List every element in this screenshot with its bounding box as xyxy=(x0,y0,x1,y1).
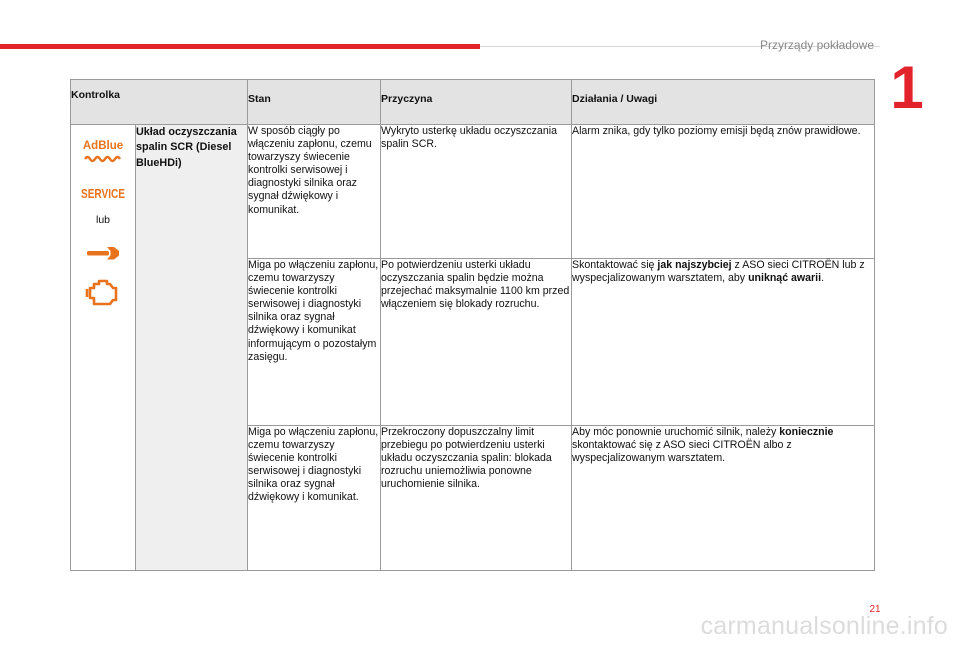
action-text: skontaktować się z ASO sieci CITROËN albo z wyspecjalizowanym warsztatem. xyxy=(572,439,792,465)
service-icon-text: SERVICE xyxy=(81,187,125,201)
adblue-warning-icon xyxy=(80,134,126,170)
warning-lights-table xyxy=(70,79,875,571)
adblue-icon-text: AdBlue xyxy=(82,140,124,152)
page-number: 21 xyxy=(869,604,881,615)
action-emphasis: uniknąć awarii xyxy=(748,272,822,285)
column-header-kontrolka: Kontrolka xyxy=(71,80,248,125)
cause-cell: Po potwierdzeniu usterki układu oczyszczania spalin będzie można przejechać maksymalnie 1100 km przed włączeniem się blokady rozruchu. xyxy=(381,259,572,426)
chapter-number: 1 xyxy=(890,54,924,121)
action-text: Aby móc ponownie uruchomić silnik, należy xyxy=(572,426,780,438)
engine-check-icon xyxy=(83,275,123,309)
system-name-cell: Układ oczyszczania spalin SCR (Diesel BlueHDi) xyxy=(136,125,248,571)
table-row xyxy=(71,125,875,259)
action-emphasis: koniecznie xyxy=(779,426,834,438)
action-text: Alarm znika, gdy tylko poziomy emisji będą znów prawidłowe. xyxy=(572,125,861,137)
action-emphasis: jak najszybciej xyxy=(657,259,732,271)
action-cell xyxy=(572,426,875,571)
action-cell xyxy=(572,125,875,259)
or-label: lub xyxy=(95,214,110,226)
section-title: Przyrządy pokładowe xyxy=(759,38,874,52)
action-cell xyxy=(572,259,875,426)
icons-cell xyxy=(71,125,136,571)
service-warning-icon xyxy=(80,181,126,205)
cause-cell: Wykryto usterkę układu oczyszczania spalin SCR. xyxy=(381,125,572,259)
status-cell: Miga po włączeniu zapłonu, czemu towarzyszy świecenie kontrolki serwisowej i diagnostyki silnika oraz sygnał dźwiękowy i komunikat. xyxy=(248,426,381,571)
cause-cell: Przekroczony dopuszczalny limit przebiegu po potwierdzeniu usterki układu oczyszczania spalin: blokada rozruchu uniemożliwia ponowne uruchomienie silnika. xyxy=(381,426,572,571)
wrench-icon xyxy=(83,243,123,263)
header-accent-bar xyxy=(0,44,480,49)
status-cell: Miga po włączeniu zapłonu, czemu towarzyszy świecenie kontrolki serwisowej i diagnostyki silnika oraz sygnał dźwiękowy i komunikat informującym o pozostałym zasięgu. xyxy=(248,259,381,426)
action-text: z ASO sieci CITROËN lub z wyspecjalizowanym warsztatem, aby xyxy=(572,259,865,285)
column-header-przyczyna: Przyczyna xyxy=(381,80,572,125)
column-header-stan: Stan xyxy=(248,80,381,125)
table-header-row xyxy=(71,80,875,125)
watermark: carmanualsonline.info xyxy=(700,612,948,640)
action-text: Skontaktować się xyxy=(572,259,658,271)
action-text: . xyxy=(821,272,825,285)
status-cell: W sposób ciągły po włączeniu zapłonu, czemu towarzyszy świecenie kontrolki serwisowej i diagnostyki silnika oraz sygnał dźwiękowy i komunikat. xyxy=(248,125,381,259)
column-header-dzialania: Działania / Uwagi xyxy=(572,80,875,125)
